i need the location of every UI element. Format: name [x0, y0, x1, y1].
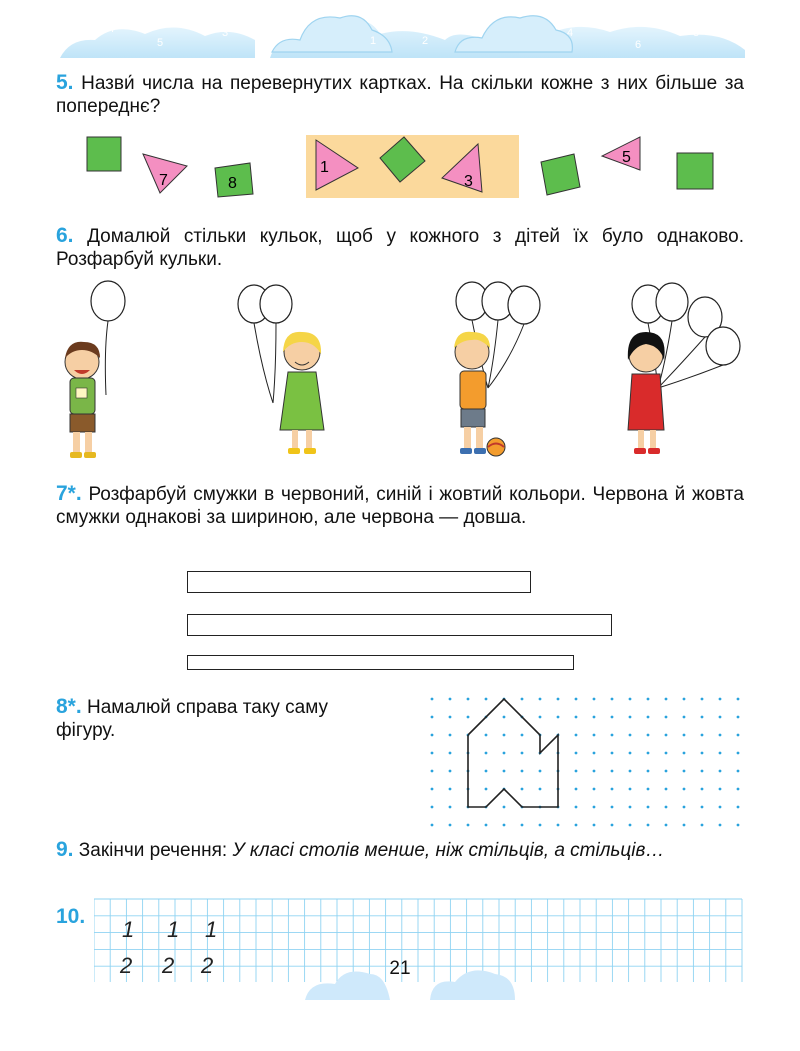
grid-dot: [647, 716, 650, 719]
child-boy-3: [454, 282, 540, 456]
grid-dot: [575, 698, 578, 701]
grid-dot: [593, 788, 596, 791]
task-number: 8*.: [56, 695, 82, 718]
grid-dot: [539, 788, 542, 791]
green-card: [541, 154, 580, 195]
grid-dot: [647, 734, 650, 737]
green-card: [677, 153, 713, 189]
grid-dot: [485, 698, 488, 701]
grid-dot: [629, 770, 632, 773]
sample-figure: [468, 699, 558, 807]
color-strip-1[interactable]: [187, 571, 531, 593]
grid-dot: [575, 752, 578, 755]
task-7-text: [56, 482, 744, 529]
grid-dot: [719, 752, 722, 755]
grid-dot: [611, 752, 614, 755]
grid-dot: [629, 824, 632, 827]
grid-dot: [737, 824, 740, 827]
grid-dot: [449, 698, 452, 701]
grid-dot: [647, 770, 650, 773]
grid-dot: [701, 788, 704, 791]
task-number: 9.: [56, 838, 74, 861]
task-instruction: Домалюй стільки кульок, щоб у кожного з дітей їх було однаково. Розфарбуй кульки.: [56, 226, 744, 270]
sample-digit: 1: [122, 917, 135, 942]
task-9-text: [56, 838, 744, 862]
header-digit: 0: [398, 17, 405, 29]
header-clouds: [0, 0, 800, 70]
grid-dot: [557, 824, 560, 827]
grid-dot: [665, 698, 668, 701]
sample-digit: 2: [201, 953, 214, 978]
grid-dot: [485, 734, 488, 737]
grid-dot: [431, 734, 434, 737]
grid-dot: [611, 806, 614, 809]
grid-dot: [701, 824, 704, 827]
grid-dot: [683, 752, 686, 755]
sample-digit: 1: [167, 917, 180, 942]
grid-dot: [593, 770, 596, 773]
grid-dot: [593, 698, 596, 701]
grid-dot: [647, 698, 650, 701]
grid-dot: [665, 752, 668, 755]
color-strip-2[interactable]: [187, 614, 612, 636]
grid-dot: [449, 770, 452, 773]
grid-dot: [557, 716, 560, 719]
task-6-text: [56, 224, 744, 271]
header-digit: 3: [222, 27, 229, 39]
grid-dot: [503, 752, 506, 755]
header-digit: 6: [635, 39, 642, 51]
grid-dot: [611, 824, 614, 827]
grid-dot: [431, 824, 434, 827]
grid-dot: [521, 698, 524, 701]
grid-dot: [521, 770, 524, 773]
grid-dot: [431, 698, 434, 701]
grid-dot: [719, 734, 722, 737]
page-number: 21: [389, 958, 411, 979]
grid-dot: [683, 806, 686, 809]
child-girl-2: [238, 285, 324, 454]
grid-dot: [485, 824, 488, 827]
grid-dot: [449, 824, 452, 827]
grid-dot: [629, 734, 632, 737]
grid-dot: [485, 788, 488, 791]
grid-dot: [431, 716, 434, 719]
grid-dot: [539, 716, 542, 719]
grid-dot: [467, 824, 470, 827]
grid-dot: [593, 824, 596, 827]
grid-dot: [683, 788, 686, 791]
grid-dot: [557, 698, 560, 701]
card-number: 1: [320, 159, 329, 176]
grid-dot: [485, 770, 488, 773]
grid-dot: [701, 806, 704, 809]
sample-digit: 2: [120, 953, 133, 978]
grid-dot: [611, 788, 614, 791]
grid-dot: [719, 716, 722, 719]
card-number: 8: [228, 175, 237, 192]
task-number: 5.: [56, 71, 74, 94]
grid-dot: [575, 824, 578, 827]
grid-dot: [701, 770, 704, 773]
grid-dot: [467, 698, 470, 701]
grid-dot: [647, 752, 650, 755]
grid-dot: [719, 698, 722, 701]
balloon: [260, 285, 292, 323]
grid-dot: [449, 788, 452, 791]
grid-dot: [575, 770, 578, 773]
grid-dot: [431, 752, 434, 755]
grid-dot: [737, 806, 740, 809]
grid-dot: [611, 734, 614, 737]
grid-dot: [665, 716, 668, 719]
grid-dot: [683, 824, 686, 827]
grid-dot: [701, 752, 704, 755]
grid-dot: [701, 734, 704, 737]
sample-digit: 2: [162, 953, 175, 978]
grid-dot: [611, 698, 614, 701]
grid-dot: [683, 698, 686, 701]
grid-dot: [449, 734, 452, 737]
grid-dot: [449, 806, 452, 809]
header-digit: 4: [567, 27, 574, 39]
task-5-cards: [80, 130, 740, 200]
card-number: 7: [159, 172, 168, 189]
grid-dot: [737, 752, 740, 755]
grid-dot: [503, 734, 506, 737]
grid-dot: [629, 716, 632, 719]
grid-dot: [629, 698, 632, 701]
grid-dot: [737, 770, 740, 773]
task-number: 7*.: [56, 482, 82, 505]
grid-dot: [593, 752, 596, 755]
color-strip-3[interactable]: [187, 655, 574, 670]
grid-dot: [629, 752, 632, 755]
grid-dot: [737, 716, 740, 719]
grid-dot: [665, 770, 668, 773]
grid-dot: [683, 734, 686, 737]
balloon: [508, 286, 540, 324]
grid-dot: [431, 770, 434, 773]
grid-dot: [575, 806, 578, 809]
grid-dot: [719, 788, 722, 791]
card-number: 3: [464, 173, 473, 190]
task-sentence: У класі столів менше, ніж стільців, а стільців…: [232, 840, 665, 861]
task-6-children: [40, 280, 760, 465]
grid-dot: [539, 824, 542, 827]
grid-dot: [503, 806, 506, 809]
child-boy-1: [65, 281, 125, 458]
grid-dot: [629, 788, 632, 791]
grid-dot: [665, 806, 668, 809]
green-card: [87, 137, 121, 171]
header-digit: 7: [110, 23, 117, 35]
grid-dot: [737, 734, 740, 737]
grid-dot: [467, 716, 470, 719]
grid-dot: [611, 716, 614, 719]
task-8-text: [56, 695, 376, 742]
grid-dot: [647, 788, 650, 791]
grid-dot: [503, 824, 506, 827]
header-digit: 2: [422, 35, 429, 47]
grid-dot: [521, 824, 524, 827]
grid-dot: [575, 788, 578, 791]
grid-dot: [521, 734, 524, 737]
balloon: [91, 281, 125, 321]
grid-dot: [665, 788, 668, 791]
header-banner: [0, 0, 800, 70]
grid-dot: [719, 806, 722, 809]
balloon: [656, 283, 688, 321]
grid-dot: [503, 716, 506, 719]
grid-dot: [449, 752, 452, 755]
grid-dot: [665, 734, 668, 737]
balloon: [706, 327, 740, 365]
child-girl-4: [628, 283, 740, 454]
grid-dot: [719, 770, 722, 773]
sample-digit: 1: [205, 917, 218, 942]
task-instruction: Назви́ числа на перевернутих картках. На скільки кожне з них більше за попереднє?: [56, 73, 744, 117]
dot-grid[interactable]: [430, 695, 750, 830]
grid-dot: [449, 716, 452, 719]
grid-dot: [683, 770, 686, 773]
grid-dot: [575, 734, 578, 737]
grid-dot: [593, 806, 596, 809]
grid-dot: [431, 806, 434, 809]
task-5-text: [56, 71, 744, 118]
grid-dot: [431, 788, 434, 791]
header-digit: 5: [157, 37, 164, 49]
task-instruction: Розфарбуй смужки в червоний, синій і жовтий кольори. Червона й жовта смужки однакові за шириною, але червона — довша.: [56, 484, 744, 528]
grid-dot: [521, 752, 524, 755]
grid-dot: [665, 824, 668, 827]
card-number: 5: [622, 149, 631, 166]
grid-dot: [719, 824, 722, 827]
task-number: 6.: [56, 224, 74, 247]
header-digit: 1: [370, 35, 377, 47]
grid-dot: [521, 788, 524, 791]
grid-dot: [593, 734, 596, 737]
grid-dot: [503, 770, 506, 773]
grid-dot: [647, 824, 650, 827]
grid-dot: [575, 716, 578, 719]
grid-dot: [593, 716, 596, 719]
grid-dot: [611, 770, 614, 773]
grid-dot: [485, 752, 488, 755]
grid-dot: [629, 806, 632, 809]
task-10-number: 10.: [56, 905, 86, 928]
grid-dot: [701, 716, 704, 719]
grid-dot: [701, 698, 704, 701]
task-instruction: Намалюй справа таку саму фігуру.: [56, 697, 328, 741]
grid-dot: [539, 698, 542, 701]
grid-dot: [737, 788, 740, 791]
header-digit: 8: [693, 27, 700, 39]
grid-dot: [683, 716, 686, 719]
grid-dot: [737, 698, 740, 701]
grid-dot: [647, 806, 650, 809]
pink-card: [602, 137, 640, 170]
grid-dot: [539, 770, 542, 773]
task-instruction: Закінчи речення:: [78, 840, 233, 861]
